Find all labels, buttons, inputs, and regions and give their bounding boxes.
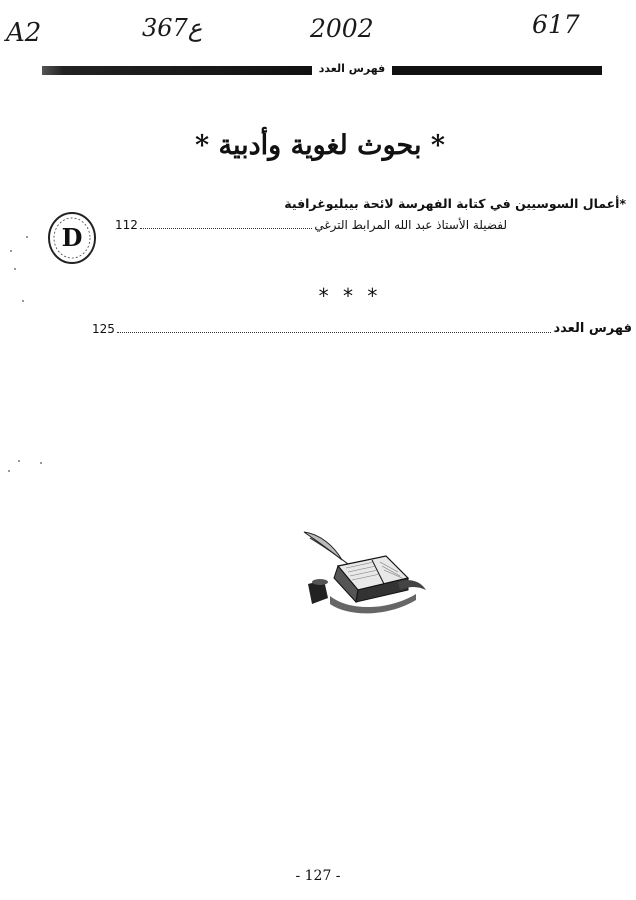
dot-leader: [140, 228, 312, 229]
entry-page-number: 112: [115, 218, 138, 232]
entry-author: لفضيلة الأستاذ عبد الله المرابط الترغي: [314, 218, 507, 232]
stamp-letter: D: [61, 223, 83, 252]
open-book-quill-icon: [290, 520, 430, 620]
library-stamp-icon: [46, 210, 98, 266]
index-page-number: 125: [92, 322, 115, 336]
entry-title: *أعمال السوسيين في كتابة الفهرسة لائحة بيبليوغرافية: [284, 196, 626, 211]
page-number: - 127 -: [295, 868, 341, 884]
handwritten-number: 617: [532, 10, 580, 39]
section-title: * بحوث لغوية وأدبية *: [194, 130, 446, 161]
running-header: [42, 62, 602, 78]
handwritten-code: A2: [6, 18, 42, 48]
toc-entry-author: [115, 218, 507, 232]
toc-entry-index: [92, 321, 632, 336]
handwritten-year: 2002: [310, 14, 374, 43]
header-rule-left: [42, 66, 312, 75]
dot-leader: [117, 332, 552, 333]
handwritten-reference: 367ع: [142, 14, 203, 42]
section-separator: * * *: [318, 284, 382, 308]
running-header-title: فهرس العدد: [318, 62, 386, 75]
header-rule-right: [392, 66, 602, 75]
index-label: فهرس العدد: [553, 321, 632, 336]
